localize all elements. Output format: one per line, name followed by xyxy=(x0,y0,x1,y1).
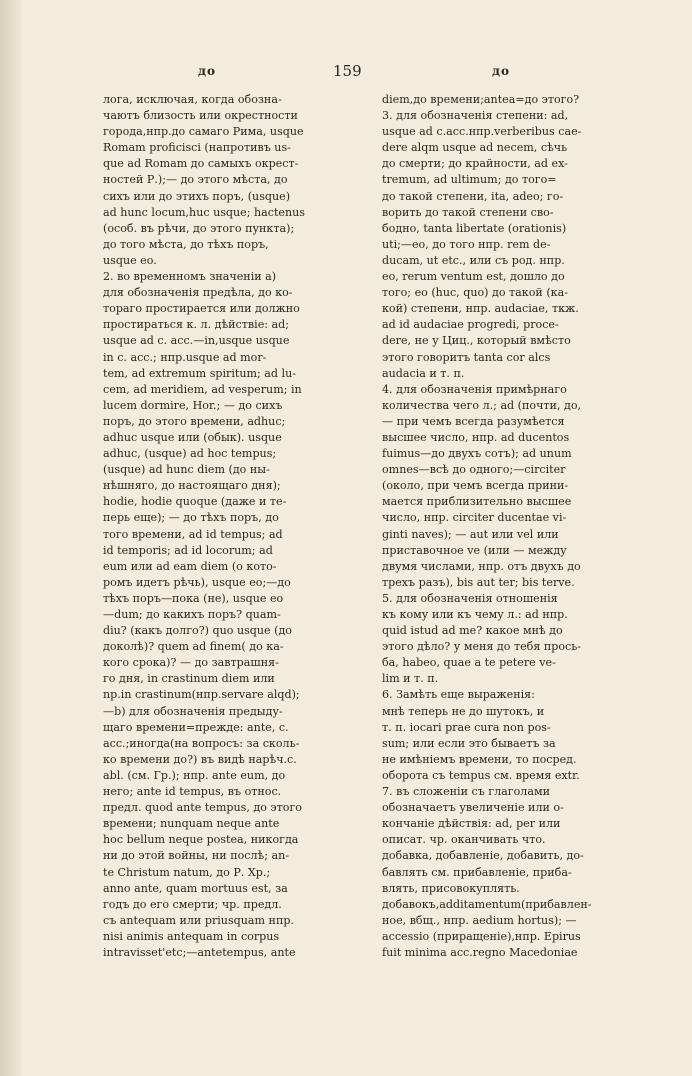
text-line: времени; nunquam neque ante xyxy=(103,817,280,831)
text-line: количества чего л.; ad (почти, до, xyxy=(382,398,582,412)
text-line: чаютъ близость или окрестности xyxy=(103,109,298,123)
text-line: tem, ad extremum spiritum; ad lu- xyxy=(103,366,296,380)
text-line: приставочное ve (или — между xyxy=(382,543,567,557)
text-line: quid istud ad me? какое мнѣ до xyxy=(382,624,563,638)
text-line: abl. (см. Гр.); нпр. ante eum, до xyxy=(103,768,286,782)
text-line: fuit minima acc.regno Macedoniae xyxy=(382,945,578,959)
text-line: поръ, до этого времени, adhuc; xyxy=(103,414,286,428)
text-line: этого говоритъ tanta cor alcs xyxy=(382,350,551,364)
text-line: eo, rerum ventum est, дошло до xyxy=(382,270,565,284)
text-line: до смерти; до крайности, ad ex- xyxy=(382,157,568,171)
text-line: accessio (приращеніе),нпр. Epirus xyxy=(382,929,581,943)
text-line: тѣхъ поръ—пока (не), usque eo xyxy=(103,591,284,605)
text-line: —b) для обозначенія предыду- xyxy=(103,704,283,718)
running-head-right: до xyxy=(492,64,511,78)
right-column xyxy=(382,92,647,961)
text-line: го дня, in crastinum diem или xyxy=(103,672,275,686)
text-line: acc.;иногда(на вопросъ: за сколь- xyxy=(103,736,300,750)
text-line: fuimus—до двухъ сотъ); ad unum xyxy=(382,447,572,461)
page-header xyxy=(0,62,692,84)
text-line: описат. чр. оканчивать что. xyxy=(382,833,546,847)
text-line: 6. Замѣть еще выраженія: xyxy=(382,688,535,702)
text-line: lucem dormire, Hor.; — до сихъ xyxy=(103,398,283,412)
text-line: кой) степени, нпр. audaciae, ткж. xyxy=(382,302,579,316)
text-line: hodie, hodie quoque (даже и те- xyxy=(103,495,287,509)
text-line: щаго времени=прежде: ante, c. xyxy=(103,720,289,734)
text-line: того; eo (huc, quo) до такой (ка- xyxy=(382,286,568,300)
text-line: ad hunc locum,huc usque; hactenus xyxy=(103,205,305,219)
text-line: влять, присовокуплять. xyxy=(382,881,520,895)
text-line: hoc bellum neque postea, никогда xyxy=(103,833,299,847)
text-line: usque eo. xyxy=(103,253,157,267)
text-line: id temporis; ad id locorum; ad xyxy=(103,543,273,557)
left-column xyxy=(103,92,353,961)
text-line: мается приблизительно высшее xyxy=(382,495,572,509)
text-line: кончаніе дѣйствія: ad, per или xyxy=(382,817,561,831)
text-line: 3. для обозначенія степени: ad, xyxy=(382,109,569,123)
text-line: сихъ или до этихъ поръ, (usque) xyxy=(103,189,291,203)
text-line: intravisset'etc;—antetempus, ante xyxy=(103,945,296,959)
text-line: ромъ идетъ рѣчь), usque eo;—до xyxy=(103,575,291,589)
text-line: 2. во временномъ значеніи а) xyxy=(103,270,277,284)
text-line: добавка, добавленіе, добавить, до- xyxy=(382,849,584,863)
text-line: ни до этой войны, ни послѣ; an- xyxy=(103,849,290,863)
text-line: кого срока)? — до завтрашня- xyxy=(103,656,279,670)
text-line: нѣшняго, до настоящаго дня); xyxy=(103,479,281,493)
text-line: adhuc usque или (обык). usque xyxy=(103,430,282,444)
text-line: обозначаетъ увеличеніе или о- xyxy=(382,801,564,815)
text-line: съ antequam или priusquam нпр. xyxy=(103,913,294,927)
text-line: usque ad c.acc.нпр.verberibus cae- xyxy=(382,125,582,139)
text-line: nisi animis antequam in corpus xyxy=(103,929,280,943)
text-line: мнѣ теперь не до шутокъ, и xyxy=(382,704,545,718)
text-line: оборота съ tempus см. время extr. xyxy=(382,768,580,782)
text-line: omnes—всѣ до одного;—circiter xyxy=(382,463,566,477)
text-line: лога, исключая, когда обозна- xyxy=(103,93,282,106)
text-line: трехъ разъ), bis aut ter; bis terve. xyxy=(382,575,575,589)
text-line: anno ante, quam mortuus est, за xyxy=(103,881,288,895)
text-line: него; ante id tempus, въ относ. xyxy=(103,785,282,799)
text-line: до того мѣста, до тѣхъ поръ, xyxy=(103,237,269,251)
text-line: usque ad c. acc.—in,usque usque xyxy=(103,334,290,348)
text-line: ad id audaciae progredi, proce- xyxy=(382,318,559,332)
text-line: in c. acc.; нпр.usque ad mor- xyxy=(103,350,267,364)
text-line: ducam, ut etc., или съ род. нпр. xyxy=(382,253,565,267)
text-line: 5. для обозначенія отношенія xyxy=(382,591,558,605)
text-line: 7. въ сложеніи съ глаголами xyxy=(382,785,550,799)
text-line: до такой степени, ita, adeo; го- xyxy=(382,189,564,203)
text-line: diem,до времени;antea=до этого? xyxy=(382,93,580,106)
text-line: тораго простирается или должно xyxy=(103,302,300,316)
text-line: бавлять см. прибавленіе, приба- xyxy=(382,865,572,879)
text-line: т. п. iocari prae cura non pos- xyxy=(382,720,551,734)
text-line: ба, habeo, quae a te petere ve- xyxy=(382,656,556,670)
text-line: высшее число, нпр. ad ducentos xyxy=(382,430,570,444)
text-line: —dum; до какихъ поръ? quam- xyxy=(103,608,281,621)
text-line: uti;—eo, до того нпр. rem de- xyxy=(382,237,551,251)
text-line: 4. для обозначенія примѣрнаго xyxy=(382,382,567,396)
text-line: audacia и т. п. xyxy=(382,366,465,380)
text-line: np.in crastinum(нпр.servare alqd); xyxy=(103,688,300,702)
text-line: доколѣ)? quem ad finem( до ка- xyxy=(103,640,284,654)
text-line: простираться к. л. дѣйствіе: ad; xyxy=(103,318,289,332)
text-line: бодно, tanta libertate (orationis) xyxy=(382,221,567,235)
text-line: cem, ad meridiem, ad vesperum; in xyxy=(103,382,302,396)
page-edge xyxy=(0,0,22,1076)
text-line: число, нпр. circiter ducentae vi- xyxy=(382,511,567,525)
text-line: (usque) ad hunc diem (до ны- xyxy=(103,463,270,477)
text-line: (около, при чемъ всегда прини- xyxy=(382,479,569,493)
text-line: ко времени до?) въ видѣ нарѣч.с. xyxy=(103,752,297,766)
text-line: добавокъ,additamentum(прибавлен- xyxy=(382,897,592,911)
text-line: lim и т. п. xyxy=(382,672,439,686)
text-line: этого дѣло? у меня до тебя прось- xyxy=(382,640,582,654)
text-line: города,нпр.до самаго Рима, usque xyxy=(103,125,304,139)
text-line: предл. quod ante tempus, до этого xyxy=(103,801,302,815)
page-number: 159 xyxy=(333,62,362,80)
text-line: ностей Р.);— до этого мѣста, до xyxy=(103,173,288,187)
text-line: Romam proficisci (напротивъ us- xyxy=(103,141,291,155)
text-line: ginti naves); — aut или vel или xyxy=(382,527,559,541)
text-line: te Christum natum, до Р. Хр.; xyxy=(103,865,271,879)
text-line: tremum, ad ultimum; до того= xyxy=(382,173,557,187)
text-line: того времени, ad id tempus; ad xyxy=(103,527,283,541)
text-line: dere, не у Циц., который вмѣсто xyxy=(382,334,571,348)
text-line: ворить до такой степени сво- xyxy=(382,205,554,219)
text-line: двумя числами, нпр. отъ двухъ до xyxy=(382,559,581,573)
text-line: — при чемъ всегда разумѣется xyxy=(382,414,565,428)
text-line: diu? (какъ долго?) quo usque (до xyxy=(103,624,292,638)
text-line: перь еще); — до тѣхъ поръ, до xyxy=(103,511,279,525)
text-line: для обозначенія предѣла, до ко- xyxy=(103,286,293,300)
text-line: не имѣніемъ времени, то посред. xyxy=(382,752,577,766)
running-head-left: до xyxy=(198,64,217,78)
text-line: dere alqm usque ad necem, сѣчь xyxy=(382,141,568,155)
text-line: (особ. въ рѣчи, до этого пункта); xyxy=(103,221,295,235)
text-line: къ кому или къ чему л.: ad нпр. xyxy=(382,608,568,621)
text-line: que ad Romam до самыхъ окрест- xyxy=(103,157,299,171)
text-line: ное, вбщ., нпр. aedium hortus); — xyxy=(382,913,577,927)
text-line: eum или ad eam diem (о кото- xyxy=(103,559,277,573)
text-line: adhuc, (usque) ad hoc tempus; xyxy=(103,447,277,461)
text-line: годъ до его смерти; чр. предл. xyxy=(103,897,282,911)
text-line: sum; или если это бываетъ за xyxy=(382,736,556,750)
